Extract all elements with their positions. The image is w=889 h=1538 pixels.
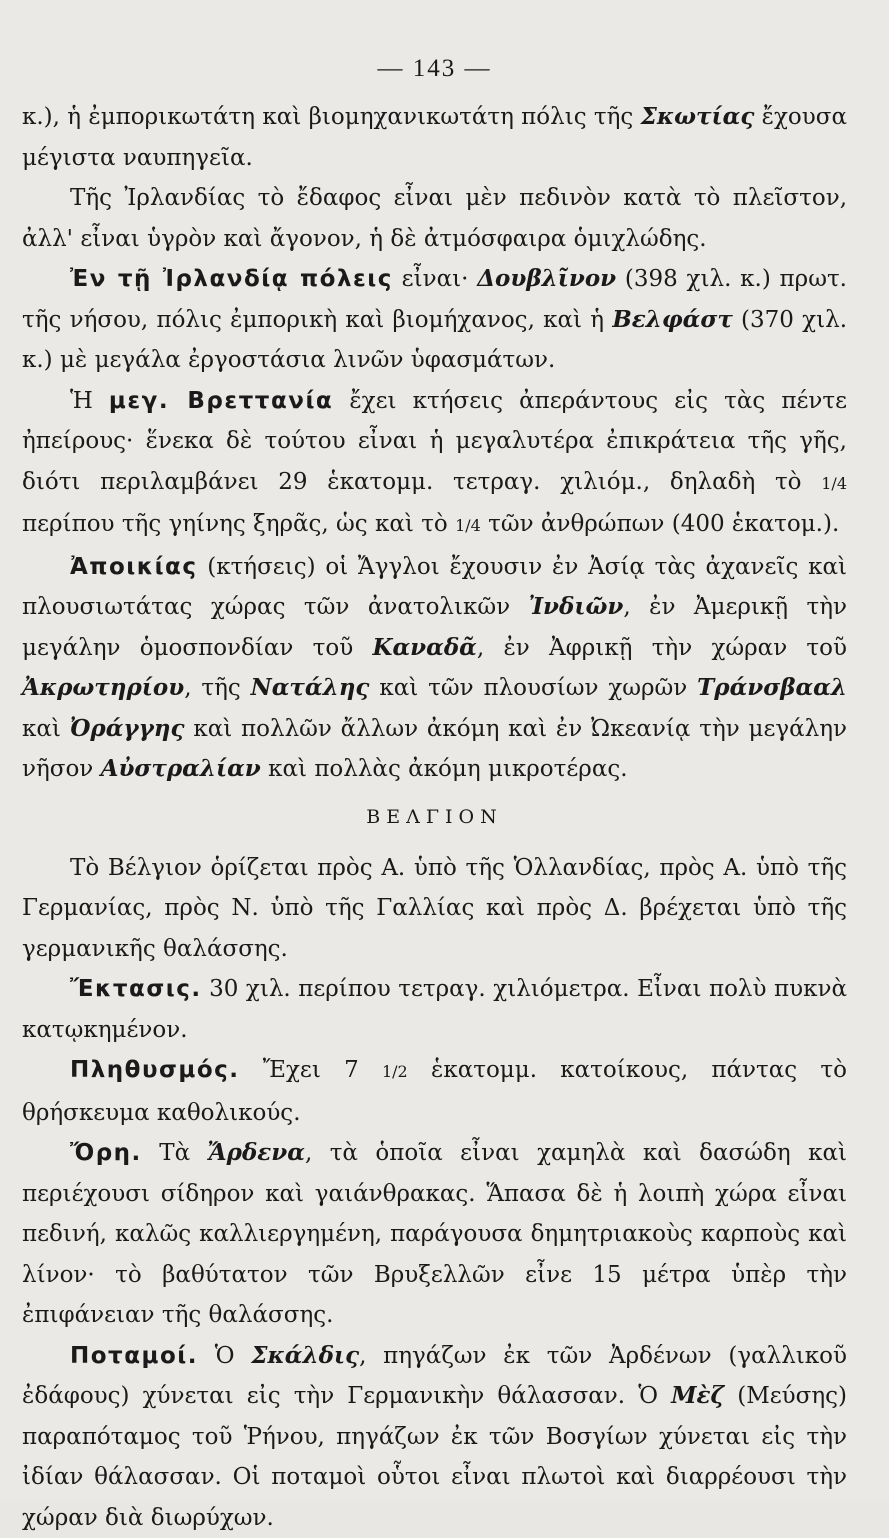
page-text: [22, 97, 847, 1538]
text-run: καὶ πολλὰς ἀκόμη μικροτέρας.: [261, 756, 628, 782]
place-name: Καναδᾶ: [372, 634, 476, 661]
place-name: Σκάλδις: [251, 1342, 359, 1369]
text-run: (κτήσεις) οἱ Ἄγγλοι ἔχουσιν ἐν Ἀσίᾳ τὰς ἀχανεῖς καὶ πλουσιωτάτας χώρας τῶν ἀνατολικῶν: [22, 554, 847, 621]
text-run: ἔχει κτήσεις ἀπεράντους εἰς τὰς πέντε ἠπείρους· ἕνεκα δὲ τούτου εἶναι ἡ μεγαλυτέρα ἐπικράτεια τῆς γῆς, διότι περιλαμβάνει 29 ἑκατομμ. τετραγ. χιλιόμ., δηλαδὴ τὸ: [22, 388, 847, 495]
paragraph-great-britain: [22, 381, 847, 547]
section-lead: Ὄρη.: [70, 1140, 142, 1166]
text-run: Τῆς Ἰρλανδίας τὸ ἔδαφος εἶναι μὲν πεδινὸν κατὰ τὸ πλεῖστον, ἀλλ' εἶναι ὑγρὸν καὶ ἄγονον, ἡ δὲ ἀτμόσφαιρα ὁμιχλώδης.: [22, 185, 847, 252]
text-run: καὶ: [22, 716, 70, 742]
text-run: Ἡ: [70, 388, 109, 414]
place-name: Βελφάστ: [612, 306, 733, 333]
paragraph-scotland: [22, 97, 847, 178]
text-run: (Μεύσης) παραπόταμος τοῦ Ῥήνου, πηγάζων ἐκ τῶν Βοσγίων χύνεται εἰς τὴν ἰδίαν θάλασσαν. Οἱ ποταμοὶ οὗτοι εἶναι πλωτοὶ καὶ διαρρέουσι τὴν χώραν διὰ διωρύχων.: [22, 1383, 847, 1531]
text-run: Ὁ: [198, 1343, 251, 1369]
text-run: , ἐν Ἀφρικῇ τὴν χώραν τοῦ: [477, 635, 847, 661]
place-name: Σκωτίας: [641, 103, 755, 130]
text-run: καὶ πολλῶν ἄλλων ἀκόμη καὶ ἐν Ὠκεανίᾳ τὴν μεγάλην νῆσον: [22, 716, 847, 783]
text-run: , ἐν Ἀμερικῇ τὴν μεγάλην ὁμοσπονδίαν τοῦ: [22, 594, 847, 661]
place-name: Ἰνδιῶν: [529, 593, 624, 620]
text-run: ἔχουσα μέγιστα ναυπηγεῖα.: [22, 104, 847, 171]
text-run: τῶν ἀνθρώπων (400 ἑκατομ.).: [481, 511, 839, 537]
place-name: Ἀκρωτηρίου: [22, 674, 184, 701]
text-run: περίπου τῆς γηίνης ξηρᾶς, ὡς καὶ τὸ: [22, 511, 455, 537]
section-lead: Πληθυσμός.: [70, 1057, 240, 1083]
section-lead: Ἀποικίας: [70, 554, 198, 580]
text-run: Τὸ Βέλγιον ὁρίζεται πρὸς Α. ὑπὸ τῆς Ὁλλανδίας, πρὸς Α. ὑπὸ τῆς Γερμανίας, πρὸς Ν. ὑπὸ τῆς Γαλλίας καὶ πρὸς Δ. βρέχεται ὑπὸ τῆς γερμανικῆς θαλάσσης.: [22, 855, 847, 962]
fraction: 1/2: [382, 1062, 408, 1081]
text-run: (398 χιλ. κ.) πρωτ. τῆς νήσου, πόλις ἐμπορικὴ καὶ βιομήχανος, καὶ ἡ: [22, 266, 847, 333]
fraction: 1/4: [455, 516, 481, 535]
paragraph-rivers: [22, 1336, 847, 1538]
text-run: , τῆς: [184, 675, 250, 701]
section-lead: Ἐν τῇ Ἰρλανδίᾳ πόλεις: [70, 266, 393, 292]
page-number: — 143 —: [22, 0, 847, 93]
place-name: Ὀράγγης: [70, 715, 185, 742]
place-name: Μὲζ: [671, 1382, 724, 1409]
text-run: καὶ τῶν πλουσίων χωρῶν: [369, 675, 697, 701]
section-lead: Ποταμοί.: [70, 1343, 198, 1369]
fraction: 1/4: [821, 474, 847, 493]
section-heading: ΒΕΛΓΙΟΝ: [22, 800, 847, 834]
place-name: Τράνσβααλ: [697, 674, 847, 701]
text-run: , πηγάζων ἐκ τῶν Ἀρδένων (γαλλικοῦ ἐδάφους) χύνεται εἰς τὴν Γερμανικὴν θάλασσαν. Ὁ: [22, 1343, 847, 1410]
place-name: Νατάλης: [251, 674, 370, 701]
text-run: εἶναι·: [393, 266, 477, 292]
paragraph-ireland: [22, 178, 847, 259]
place-name: Αὐστραλίαν: [101, 755, 261, 782]
place-name: Δουβλῖνον: [477, 265, 616, 292]
text-run: 30 χιλ. περίπου τετραγ. χιλιόμετρα. Εἶναι πολὺ πυκνὰ κατῳκημένον.: [22, 976, 847, 1043]
paragraph-belgium-borders: [22, 848, 847, 970]
text-run: ἑκατομμ. κατοίκους, πάντας τὸ θρήσκευμα καθολικούς.: [22, 1057, 847, 1126]
section-lead: Ἔκτασις.: [70, 976, 202, 1002]
text-run: (370 χιλ. κ.) μὲ μεγάλα ἐργοστάσια λινῶν ὑφασμάτων.: [22, 307, 847, 374]
place-name: Ἄρδενα: [208, 1139, 305, 1166]
text-run: , τὰ ὁποῖα εἶναι χαμηλὰ καὶ δασώδη καὶ περιέχουσι σίδηρον καὶ γαιάνθρακας. Ἅπασα δὲ ἡ λοιπὴ χώρα εἶναι πεδινή, καλῶς καλλιεργημένη, παράγουσα δημητριακοὺς καρποὺς καὶ λίνον· τὸ βαθύτατον τῶν Βρυξελλῶν εἶνε 15 μέτρα ὑπὲρ τὴν ἐπιφάνειαν τῆς θαλάσσης.: [22, 1140, 847, 1328]
paragraph-colonies: [22, 547, 847, 790]
paragraph-mountains: [22, 1133, 847, 1336]
section-lead: μεγ. Βρεττανία: [109, 388, 333, 414]
paragraph-population: [22, 1050, 847, 1133]
text-run: Τὰ: [142, 1140, 208, 1166]
paragraph-ireland-cities: [22, 259, 847, 381]
paragraph-area: [22, 969, 847, 1050]
text-run: κ.), ἡ ἐμπορικωτάτη καὶ βιομηχανικωτάτη πόλις τῆς: [22, 104, 641, 130]
text-run: Ἔχει 7: [240, 1057, 382, 1083]
